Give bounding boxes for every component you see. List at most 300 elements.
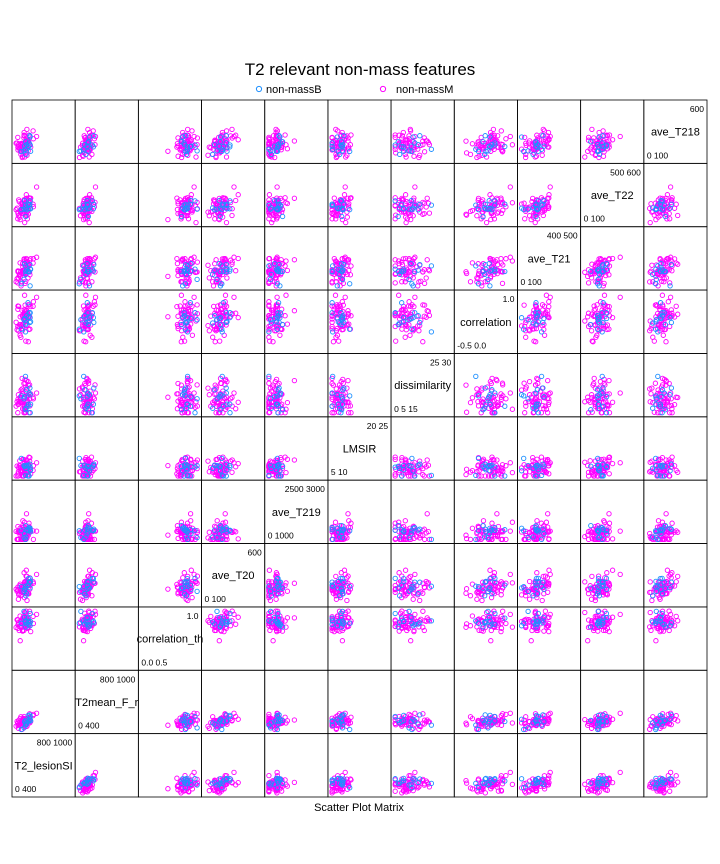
point-non-massB xyxy=(410,456,414,460)
point-non-massM xyxy=(416,284,420,288)
point-non-massM xyxy=(333,520,337,524)
point-non-massM xyxy=(607,472,611,476)
point-non-massB xyxy=(195,149,199,153)
point-non-massM xyxy=(403,193,407,197)
point-non-massB xyxy=(522,456,526,460)
point-non-massM xyxy=(425,258,429,262)
point-non-massM xyxy=(223,520,227,524)
point-non-massM xyxy=(16,307,20,311)
point-non-massB xyxy=(651,406,655,410)
point-non-massM xyxy=(522,381,526,385)
point-non-massB xyxy=(92,320,96,324)
point-non-massM xyxy=(192,295,196,299)
legend-label-benign: non-massB xyxy=(266,84,322,96)
point-non-massM xyxy=(207,276,211,280)
point-non-massM xyxy=(275,185,279,189)
point-non-massM xyxy=(206,459,210,463)
point-non-massM xyxy=(232,185,236,189)
point-non-massM xyxy=(166,395,170,399)
point-non-massM xyxy=(668,185,672,189)
point-non-massM xyxy=(285,147,289,151)
point-non-massM xyxy=(653,381,657,385)
point-non-massM xyxy=(464,139,468,143)
point-non-massM xyxy=(343,295,347,299)
point-non-massM xyxy=(500,281,504,285)
point-non-massM xyxy=(194,155,198,159)
point-non-massM xyxy=(649,392,653,396)
point-non-massM xyxy=(499,129,503,133)
point-non-massM xyxy=(618,255,622,259)
point-non-massM xyxy=(185,521,189,525)
point-non-massM xyxy=(589,329,593,333)
point-non-massM xyxy=(331,340,335,344)
point-non-massM xyxy=(510,259,514,263)
point-non-massM xyxy=(412,154,416,158)
point-non-massM xyxy=(480,153,484,157)
diagonal-label: correlation xyxy=(460,316,512,329)
point-non-massM xyxy=(464,472,468,476)
point-non-massM xyxy=(668,295,672,299)
point-non-massM xyxy=(476,404,480,408)
diagonal-tick-low: 0 100 xyxy=(646,150,669,161)
point-non-massM xyxy=(194,220,198,224)
point-non-massM xyxy=(34,185,38,189)
point-non-massB xyxy=(193,411,197,415)
point-non-massM xyxy=(422,281,426,285)
point-non-massM xyxy=(31,129,35,133)
point-non-massM xyxy=(346,512,350,516)
point-non-massM xyxy=(610,400,614,404)
point-non-massB xyxy=(400,301,404,305)
point-non-massM xyxy=(292,378,296,382)
point-non-massB xyxy=(519,469,523,473)
point-non-massB xyxy=(519,135,523,139)
point-non-massM xyxy=(393,281,397,285)
point-non-massB xyxy=(503,404,507,408)
diagonal-tick-low: 0 100 xyxy=(520,277,542,288)
point-non-massM xyxy=(345,215,349,219)
point-non-massM xyxy=(508,185,512,189)
point-non-massM xyxy=(397,293,401,297)
point-non-massM xyxy=(192,391,196,395)
point-non-massB xyxy=(542,316,546,320)
point-non-massB xyxy=(429,147,433,151)
point-non-massM xyxy=(349,264,353,268)
point-non-massM xyxy=(346,378,350,382)
point-non-massM xyxy=(664,340,668,344)
point-non-massM xyxy=(470,142,474,146)
point-non-massM xyxy=(283,196,287,200)
point-non-massM xyxy=(510,201,514,205)
point-non-massM xyxy=(404,155,408,159)
point-non-massM xyxy=(670,455,674,459)
point-non-massM xyxy=(589,393,593,397)
point-non-massM xyxy=(223,512,227,516)
point-non-massM xyxy=(275,295,279,299)
point-non-massB xyxy=(488,284,492,288)
diagonal-tick-high: 20 25 xyxy=(366,420,389,431)
point-non-massB xyxy=(276,411,280,415)
point-non-massM xyxy=(508,134,512,138)
point-non-massM xyxy=(650,263,654,267)
point-non-massB xyxy=(519,316,523,320)
point-non-massM xyxy=(618,295,622,299)
diagonal-tick-high: 1.0 xyxy=(502,294,515,305)
point-non-massM xyxy=(422,150,426,154)
point-non-massM xyxy=(236,193,240,197)
point-non-massM xyxy=(588,459,592,463)
diagonal-label: ave_T218 xyxy=(650,126,700,139)
panel-border xyxy=(581,290,644,353)
point-non-massM xyxy=(206,153,210,157)
point-non-massM xyxy=(175,261,179,265)
point-non-massB xyxy=(418,134,422,138)
point-non-massM xyxy=(34,391,38,395)
point-non-massM xyxy=(190,129,194,133)
matrix-panels xyxy=(12,100,707,797)
diagonal-tick-low: 5 10 xyxy=(330,467,348,478)
panel-border xyxy=(581,227,644,290)
point-non-massB xyxy=(669,386,673,390)
point-non-massM xyxy=(468,280,472,284)
point-non-massM xyxy=(408,333,412,337)
point-non-massM xyxy=(23,303,27,307)
point-non-massM xyxy=(333,293,337,297)
point-non-massM xyxy=(332,196,336,200)
point-non-massM xyxy=(344,220,348,224)
panel-border xyxy=(517,163,580,226)
point-non-massB xyxy=(28,284,32,288)
point-non-massM xyxy=(166,463,170,467)
point-non-massM xyxy=(206,386,210,390)
point-non-massM xyxy=(166,274,170,278)
point-non-massM xyxy=(190,333,194,337)
point-non-massM xyxy=(583,155,587,159)
point-non-massM xyxy=(618,461,622,465)
point-non-massM xyxy=(224,129,228,133)
point-non-massM xyxy=(527,379,531,383)
point-non-massB xyxy=(280,214,284,218)
point-non-massM xyxy=(22,293,26,297)
point-non-massM xyxy=(234,269,238,273)
point-non-massM xyxy=(292,458,296,462)
legend-label-malignant: non-massM xyxy=(396,84,454,96)
diagonal-tick-low: 0 1000 xyxy=(267,530,294,541)
point-non-massM xyxy=(583,319,587,323)
point-non-massM xyxy=(236,256,240,260)
panel-border xyxy=(644,353,707,416)
diagonal-label: ave_T219 xyxy=(271,506,321,519)
point-non-massM xyxy=(192,185,196,189)
point-non-massB xyxy=(195,318,199,322)
point-non-massM xyxy=(544,293,548,297)
diagonal-tick-low: -0.5 0.0 xyxy=(457,340,487,351)
point-non-massM xyxy=(292,139,296,143)
point-non-massM xyxy=(236,400,240,404)
point-non-massM xyxy=(618,134,622,138)
point-non-massM xyxy=(236,138,240,142)
point-non-massM xyxy=(285,268,289,272)
point-non-massM xyxy=(651,335,655,339)
point-non-massM xyxy=(211,335,215,339)
point-non-massM xyxy=(547,300,551,304)
panel-border xyxy=(454,163,517,226)
diagonal-tick-high: 25 30 xyxy=(429,357,452,368)
point-non-massM xyxy=(215,519,219,523)
point-non-massM xyxy=(417,329,421,333)
point-non-massM xyxy=(218,339,222,343)
point-non-massM xyxy=(504,257,508,261)
point-non-massM xyxy=(230,470,234,474)
point-non-massB xyxy=(483,134,487,138)
point-non-massM xyxy=(87,512,91,516)
point-non-massM xyxy=(540,153,544,157)
point-non-massM xyxy=(292,196,296,200)
point-non-massB xyxy=(77,456,81,460)
point-non-massM xyxy=(207,145,211,149)
panel-border xyxy=(12,290,75,353)
point-non-massB xyxy=(669,320,673,324)
point-non-massM xyxy=(602,293,606,297)
point-non-massM xyxy=(523,411,527,415)
point-non-massM xyxy=(188,512,192,516)
point-non-massM xyxy=(508,529,512,533)
point-non-massM xyxy=(93,391,97,395)
point-non-massM xyxy=(583,460,587,464)
point-non-massM xyxy=(278,333,282,337)
point-non-massM xyxy=(284,293,288,297)
point-non-massM xyxy=(214,258,218,262)
point-non-massM xyxy=(548,185,552,189)
point-non-massB xyxy=(211,321,215,325)
point-non-massM xyxy=(207,530,211,534)
point-non-massM xyxy=(475,214,479,218)
point-non-massM xyxy=(230,127,234,131)
diagonal-tick-high: 400 500 xyxy=(546,230,578,241)
point-non-massM xyxy=(84,293,88,297)
diagonal-label: dissimilarity xyxy=(394,380,452,393)
point-non-massM xyxy=(285,322,289,326)
point-non-massM xyxy=(181,335,185,339)
point-non-massM xyxy=(508,461,512,465)
point-non-massM xyxy=(535,133,539,137)
point-non-massM xyxy=(213,340,217,344)
point-non-massB xyxy=(539,374,543,378)
point-non-massM xyxy=(211,284,215,288)
point-non-massM xyxy=(676,213,680,217)
point-non-massM xyxy=(590,127,594,131)
point-non-massM xyxy=(206,263,210,267)
point-non-massB xyxy=(393,528,397,532)
diagonal-label: LMSIR xyxy=(342,443,377,456)
point-non-massM xyxy=(14,320,18,324)
point-non-massM xyxy=(194,319,198,323)
point-non-massM xyxy=(207,393,211,397)
point-non-massM xyxy=(610,461,614,465)
legend-marker-malignant xyxy=(380,86,385,91)
point-non-massM xyxy=(508,391,512,395)
point-non-massB xyxy=(398,152,402,156)
point-non-massM xyxy=(186,127,190,131)
point-non-massB xyxy=(429,330,433,334)
point-non-massM xyxy=(195,383,199,387)
point-non-massM xyxy=(236,315,240,319)
point-non-massM xyxy=(495,512,499,516)
point-non-massM xyxy=(234,198,238,202)
point-non-massM xyxy=(427,211,431,215)
point-non-massM xyxy=(648,220,652,224)
point-non-massM xyxy=(403,519,407,523)
point-non-massB xyxy=(228,411,232,415)
point-non-massM xyxy=(510,407,514,411)
diagonal-tick-high: 500 600 xyxy=(610,167,641,178)
point-non-massB xyxy=(335,284,339,288)
point-non-massM xyxy=(672,206,676,210)
point-non-massM xyxy=(535,376,539,380)
point-non-massM xyxy=(349,133,353,137)
point-non-massB xyxy=(23,374,27,378)
panel-border xyxy=(12,163,75,226)
point-non-massB xyxy=(429,264,433,268)
point-non-massM xyxy=(223,293,227,297)
point-non-massM xyxy=(422,537,426,541)
point-non-massM xyxy=(464,467,468,471)
point-non-massM xyxy=(674,304,678,308)
point-non-massB xyxy=(393,267,397,271)
point-non-massM xyxy=(207,329,211,333)
point-non-massM xyxy=(166,149,170,153)
point-non-massM xyxy=(16,411,20,415)
point-non-massM xyxy=(343,185,347,189)
point-non-massM xyxy=(342,193,346,197)
panel-border xyxy=(391,100,454,163)
point-non-massM xyxy=(470,396,474,400)
point-non-massM xyxy=(421,340,425,344)
point-non-massM xyxy=(468,152,472,156)
diagonal-label: ave_T22 xyxy=(590,190,634,203)
point-non-massM xyxy=(413,185,417,189)
diagonal-tick-low: 0 100 xyxy=(583,213,605,224)
panel-border xyxy=(138,163,201,226)
point-non-massM xyxy=(234,465,238,469)
point-non-massM xyxy=(660,293,664,297)
point-non-massM xyxy=(504,137,508,141)
point-non-massM xyxy=(166,315,170,319)
point-non-massM xyxy=(93,185,97,189)
diagonal-tick-high: 600 xyxy=(689,104,704,114)
point-non-massB xyxy=(668,284,672,288)
point-non-massM xyxy=(166,533,170,537)
point-non-massM xyxy=(484,220,488,224)
point-non-massB xyxy=(195,277,199,281)
point-non-massM xyxy=(394,339,398,343)
point-non-massM xyxy=(16,135,20,139)
point-non-massM xyxy=(607,378,611,382)
point-non-massM xyxy=(464,410,468,414)
point-non-massM xyxy=(31,537,35,541)
point-non-massM xyxy=(661,333,665,337)
point-non-massM xyxy=(421,212,425,216)
point-non-massM xyxy=(236,537,240,541)
point-non-massM xyxy=(427,269,431,273)
point-non-massM xyxy=(224,220,228,224)
point-non-massM xyxy=(413,295,417,299)
point-non-massM xyxy=(524,335,528,339)
point-non-massM xyxy=(292,309,296,313)
diagonal-tick-high: 2500 3000 xyxy=(284,484,325,495)
point-non-massM xyxy=(666,300,670,304)
point-non-massM xyxy=(523,217,527,221)
point-non-massM xyxy=(283,133,287,137)
point-non-massB xyxy=(348,394,352,398)
point-non-massM xyxy=(225,276,229,280)
point-non-massM xyxy=(425,458,429,462)
point-non-massM xyxy=(425,196,429,200)
point-non-massM xyxy=(425,512,429,516)
legend xyxy=(256,84,453,96)
point-non-massM xyxy=(267,193,271,197)
chart-title: T2 relevant non-mass features xyxy=(244,60,476,79)
point-non-massM xyxy=(586,281,590,285)
point-non-massM xyxy=(464,383,468,387)
point-non-massM xyxy=(230,213,234,217)
point-non-massB xyxy=(536,411,540,415)
point-non-massM xyxy=(292,258,296,262)
point-non-massM xyxy=(93,295,97,299)
panel-border xyxy=(454,100,517,163)
point-non-massM xyxy=(195,303,199,307)
point-non-massM xyxy=(175,256,179,260)
point-non-massM xyxy=(592,376,596,380)
legend-marker-benign xyxy=(256,86,261,91)
panel-border xyxy=(138,100,201,163)
point-non-massM xyxy=(232,391,236,395)
point-non-massB xyxy=(656,374,660,378)
point-non-massM xyxy=(510,143,514,147)
point-non-massM xyxy=(24,512,28,516)
diagonal-tick-low: 0 5 15 xyxy=(394,403,418,414)
point-non-massM xyxy=(468,400,472,404)
point-non-massM xyxy=(195,260,199,264)
panel-border xyxy=(12,227,75,290)
point-non-massM xyxy=(206,323,210,327)
point-non-massM xyxy=(475,387,479,391)
point-non-massM xyxy=(285,400,289,404)
point-non-massM xyxy=(232,295,236,299)
point-non-massM xyxy=(90,152,94,156)
point-non-massM xyxy=(166,217,170,221)
point-non-massM xyxy=(510,470,514,474)
point-non-massM xyxy=(224,155,228,159)
point-non-massB xyxy=(348,282,352,286)
point-non-massB xyxy=(280,322,284,326)
point-non-massM xyxy=(618,391,622,395)
point-non-massM xyxy=(519,388,523,392)
panel-border xyxy=(517,100,580,163)
point-non-massM xyxy=(546,378,550,382)
point-non-massM xyxy=(179,293,183,297)
point-non-massM xyxy=(522,303,526,307)
diagonal-label: ave_T21 xyxy=(527,253,571,266)
point-non-massM xyxy=(403,335,407,339)
panel-border xyxy=(644,227,707,290)
point-non-massM xyxy=(284,470,288,474)
point-non-massM xyxy=(424,276,428,280)
panel-border xyxy=(138,290,201,353)
point-non-massM xyxy=(31,300,35,304)
point-non-massM xyxy=(411,214,415,218)
point-non-massB xyxy=(474,374,478,378)
